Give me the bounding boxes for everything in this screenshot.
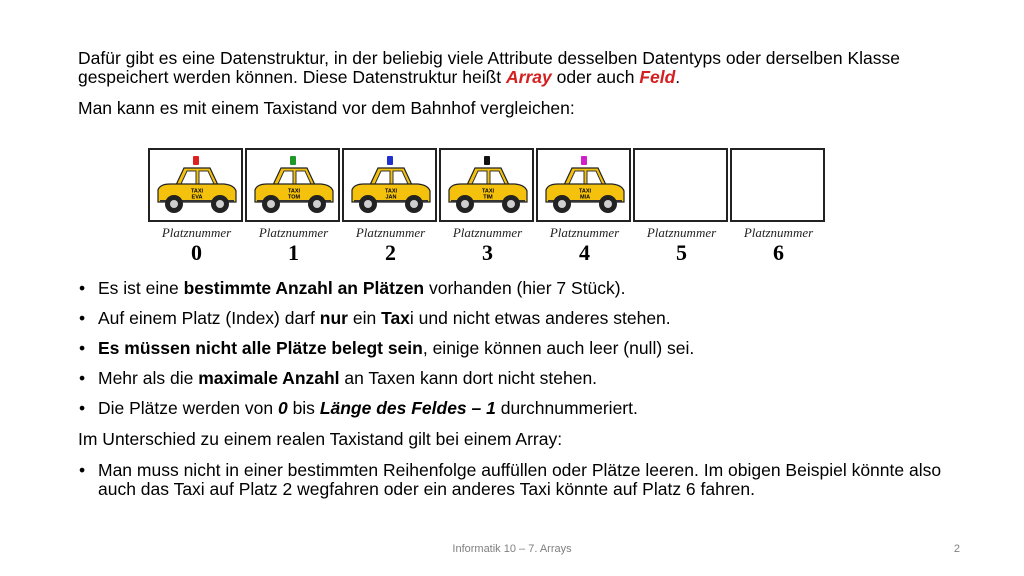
slot-label-text: Platznummer [355,225,426,240]
slot-label-text: Platznummer [743,225,814,240]
parking-slot [342,148,437,222]
text-bold-italic: 0 [277,398,288,418]
taxi-roof-text: TAXI [578,188,592,195]
text: Es ist eine [98,278,184,298]
taxi-roof-text: TAXI [481,188,495,195]
intro-period: . [675,67,681,87]
text-bold: Tax [381,308,410,328]
taxi-icon [249,154,337,218]
parking-slot [633,148,728,222]
text: Die Plätze werden von [98,398,278,418]
slot-label [536,226,633,266]
list-item [78,309,958,339]
taxi-icon [152,154,240,218]
text-bold: bestimmte Anzahl an Plätzen [183,278,425,298]
text-bold-italic: Länge des Feldes – 1 [319,398,496,418]
slot-number: 6 [773,240,784,265]
slot-label [342,226,439,266]
difference-heading: Im Unterschied zu einem realen Taxistand gilt bei einem Array: [78,429,563,449]
text: i und nicht etwas anderes stehen. [409,308,671,328]
text: vorhanden (hier 7 Stück). [424,278,626,298]
text: bis [287,398,320,418]
text: ein [347,308,382,328]
list-item [78,399,958,429]
slot-number: 2 [385,240,396,265]
difference-list [78,461,958,499]
slot-number: 1 [288,240,299,265]
taxi-name: TIM [483,194,493,201]
slot-label-text: Platznummer [452,225,523,240]
slot-number: 0 [191,240,202,265]
text-bold: Es müssen nicht alle Plätze belegt sein [98,338,423,358]
intro-paragraph [78,49,938,87]
parking-slot [245,148,340,222]
text: an Taxen kann dort nicht stehen. [339,368,598,388]
slot-label-text: Platznummer [549,225,620,240]
list-item [78,339,958,369]
footer-title: Informatik 10 – 7. Arrays [452,543,572,555]
text: , einige können auch leer (null) sei. [422,338,695,358]
taxi-name: JAN [385,194,397,201]
taxi-stand-figure [148,148,832,272]
slot-label-text: Platznummer [258,225,329,240]
slot-label [730,226,827,266]
rules-list [78,279,958,429]
slot-label [245,226,342,266]
text: durchnummeriert. [495,398,638,418]
taxi-name: EVA [191,194,203,201]
parking-slot [148,148,243,222]
slot-number: 3 [482,240,493,265]
taxi-icon [443,154,531,218]
parking-slot [730,148,825,222]
parking-slot [439,148,534,222]
list-item [78,279,958,309]
comparison-paragraph: Man kann es mit einem Taxistand vor dem Bahnhof vergleichen: [78,98,575,118]
list-item [78,369,958,399]
intro-text: Dafür gibt es eine Datenstruktur, in der beliebig viele Attribute desselben Datentyps oder derselben Klasse gespeichert werden können. Diese Datenstruktur heißt [78,48,901,87]
slot-number: 4 [579,240,590,265]
taxi-name: TOM [287,194,301,201]
taxi-name: MIA [579,194,591,201]
parking-slots [148,148,827,222]
slot-label-text: Platznummer [646,225,717,240]
slot-labels [148,226,827,266]
text: Auf einem Platz (Index) darf [98,308,320,328]
array-term: Array [506,67,552,87]
taxi-roof-text: TAXI [190,188,204,195]
page-number: 2 [953,543,960,555]
slot-label [148,226,245,266]
text-bold: nur [319,308,348,328]
feld-term: Feld [639,67,676,87]
taxi-icon [346,154,434,218]
parking-slot [536,148,631,222]
taxi-roof-text: TAXI [287,188,301,195]
text: Mehr als die [98,368,199,388]
text-bold: maximale Anzahl [198,368,340,388]
intro-text-or: oder auch [551,67,640,87]
taxi-roof-text: TAXI [384,188,398,195]
slot-label-text: Platznummer [161,225,232,240]
slot-label [633,226,730,266]
slot-label [439,226,536,266]
slot-number: 5 [676,240,687,265]
taxi-icon [540,154,628,218]
list-item: • Man muss nicht in einer bestimmten Reihenfolge auffüllen oder Plätze leeren. Im obigen Beispiel könnte also auch das Taxi auf Platz 2 wegfahren oder ein anderes Taxi könnte auf Platz 6 fahren. [78,461,958,499]
